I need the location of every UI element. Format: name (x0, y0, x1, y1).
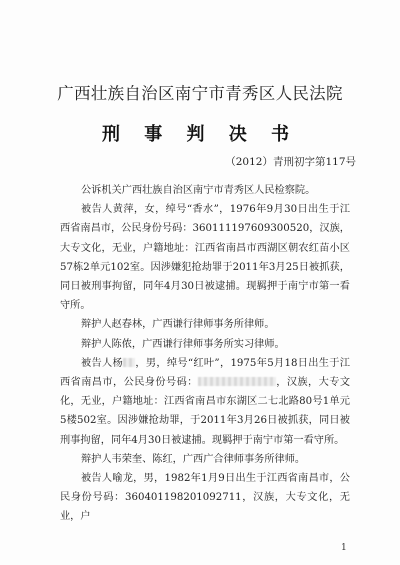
page-number: 1 (341, 543, 347, 553)
paragraph-counsel-wei: 辩护人韦荣奎、陈红，广西广合律师事务所律师。 (81, 453, 306, 465)
court-name: 广西壮族自治区南宁市青秀区人民法院 (57, 84, 343, 103)
paragraph-defendant-huang: 被告人黄萍，女，绰号“香水”，1976年9月30日出生于江西省南昌市，公民身份号码：360111197609300520，汉族，大专文化，无业，户籍地址：江西省南昌市西湖区朝农红苗小区57栋2单元102室。因涉嫌犯抢劫罪于2011年3月25日被抓获，同日被刑事拘留，同年4月30日被逮捕。现羁押于南宁市第一看守所。 (60, 204, 350, 312)
paragraph-counsel-chen (60, 335, 350, 354)
judgment-body (60, 181, 350, 527)
paragraph-counsel-zhao: 辩护人赵春林，广西谦行律师事务所律师。 (81, 319, 275, 331)
redacted-name (123, 358, 135, 367)
paragraph-defendant-yang (60, 354, 350, 450)
paragraph-defendant-yu: 被告人喻龙，男，1982年1月9日出生于江西省南昌市，公民身份号码：360401198201092711，汉族，大专文化，无业，户 (60, 473, 350, 523)
redacted-id-number (198, 377, 276, 386)
counsel-chen-text: 辩护人陈侬，广西谦行律师事务所实习律师。 (81, 338, 285, 350)
defendant-yang-rest: ，汉族，大专文化，无业，户籍地址：江西省南昌市东湖区二七北路80号1单元5楼502室。因涉嫌抢劫罪，于2011年3月26日被抓获，同日被刑事拘留，同年4月30日被逮捕。现羁押于南宁市第一看守所。 (60, 377, 351, 446)
defendant-yang-details: ，男，绰号“红叶”，1975年5月18日出生于江西省南昌市，公民身份号码： (60, 357, 350, 389)
case-number: （2012）青刑初字第117号 (225, 156, 356, 168)
document-title: 刑 事 判 决 书 (101, 124, 299, 145)
paragraph-prosecutor: 公诉机关广西壮族自治区南宁市青秀区人民检察院。 (81, 185, 316, 196)
defendant-yang-lead: 被告人杨 (81, 357, 124, 369)
